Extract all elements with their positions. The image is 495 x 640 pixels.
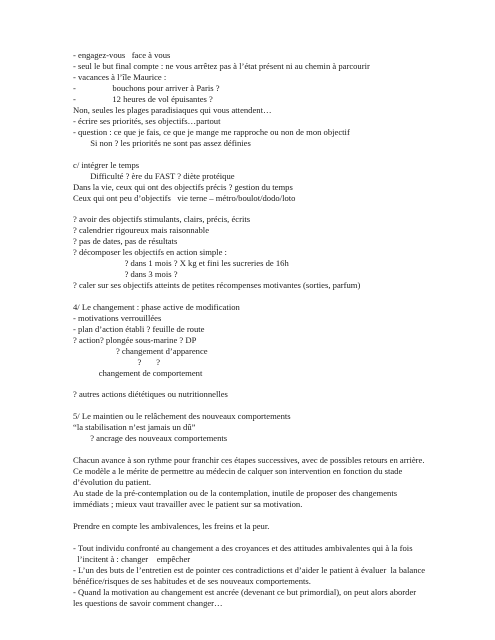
paragraph-line: l’incitent à : changer empêcher (73, 554, 191, 564)
paragraph-line: Ce modèle a le mérite de permettre au médecin de calquer son intervention en fonction du stade (73, 466, 403, 476)
text-line: ? avoir des objectifs stimulants, clairs, précis, écrits (73, 214, 251, 224)
text-line: ? action? plongée sous-marine ? DP (73, 335, 197, 345)
text-line: ? décomposer les objectifs en action simple : (73, 247, 227, 257)
paragraph-line: d’évolution du patient. (73, 477, 152, 487)
paragraph-line: - Quand la motivation au changement est ancrée (devenant ce but primordial), on peut alors aborder (73, 587, 417, 597)
paragraph-line: Prendre en compte les ambivalences, les freins et la peur. (73, 521, 270, 531)
text-line: ? dans 1 mois ? X kg et fini les sucreries de 16h (73, 258, 289, 268)
text-line: Dans la vie, ceux qui ont des objectifs précis ? gestion du temps (73, 182, 293, 192)
text-line: - bouchons pour arriver à Paris ? (73, 83, 220, 93)
paragraph-line: immédiats ; mieux vaut travailler avec le patient sur sa motivation. (73, 499, 303, 509)
text-line: - engagez-vous face à vous (73, 50, 171, 60)
text-line: ? calendrier rigoureux mais raisonnable (73, 225, 210, 235)
text-line: Non, seules les plages paradisiaques qui vous attendent… (73, 105, 272, 115)
text-line: - motivations verrouillées (73, 313, 162, 323)
section-heading: 5/ Le maintien ou le relâchement des nouveaux comportements (73, 411, 291, 421)
paragraph-line: - Tout individu confronté au changement a des croyances et des attitudes ambivalentes qui à la fois (73, 543, 413, 553)
text-line: ? ancrage des nouveaux comportements (73, 433, 228, 443)
text-line: - plan d’action établi ? feuille de route (73, 324, 205, 334)
text-line: - seul le but final compte : ne vous arrêtez pas à l’état présent ni au chemin à parcourir (73, 61, 370, 71)
text-line: ? autres actions diététiques ou nutritionnelles (73, 389, 228, 399)
text-line: ? ? (73, 357, 161, 367)
text-line: “la stabilisation n’est jamais un dû” (73, 422, 196, 432)
paragraph-line: - L’un des buts de l’entretien est de pointer ces contradictions et d’aider le patient à évaluer la balance (73, 565, 426, 575)
text-line: Si non ? les priorités ne sont pas assez définies (73, 138, 251, 148)
section-heading: 4/ Le changement : phase active de modification (73, 302, 240, 312)
paragraph-line: Chacun avance à son rythme pour franchir ces étapes successives, avec de possibles retours en arrière. (73, 455, 425, 465)
text-line: - écrire ses priorités, ses objectifs…partout (73, 116, 221, 126)
text-line: Ceux qui ont peu d’objectifs vie terne – métro/boulot/dodo/loto (73, 193, 296, 203)
text-line: - 12 heures de vol épuisantes ? (73, 94, 213, 104)
text-line: ? pas de dates, pas de résultats (73, 236, 178, 246)
paragraph-line: les questions de savoir comment changer… (73, 598, 223, 608)
text-line: changement de comportement (73, 368, 203, 378)
text-line: - vacances à l’île Maurice : (73, 72, 167, 82)
text-line: ? dans 3 mois ? (73, 269, 178, 279)
paragraph-line: Au stade de la pré-contemplation ou de la contemplation, inutile de proposer des changements (73, 488, 398, 498)
text-line: - question : ce que je fais, ce que je mange me rapproche ou non de mon objectif (73, 127, 350, 137)
text-line: ? caler sur ses objectifs atteints de petites récompenses motivantes (sorties, parfum) (73, 280, 361, 290)
section-heading: c/ intégrer le temps (73, 160, 140, 170)
text-line: ? changement d’apparence (73, 346, 208, 356)
paragraph-line: bénéfice/risques de ses habitudes et de ses nouveaux comportements. (73, 576, 311, 586)
text-line: Difficulté ? ère du FAST ? diète protéique (73, 171, 235, 181)
